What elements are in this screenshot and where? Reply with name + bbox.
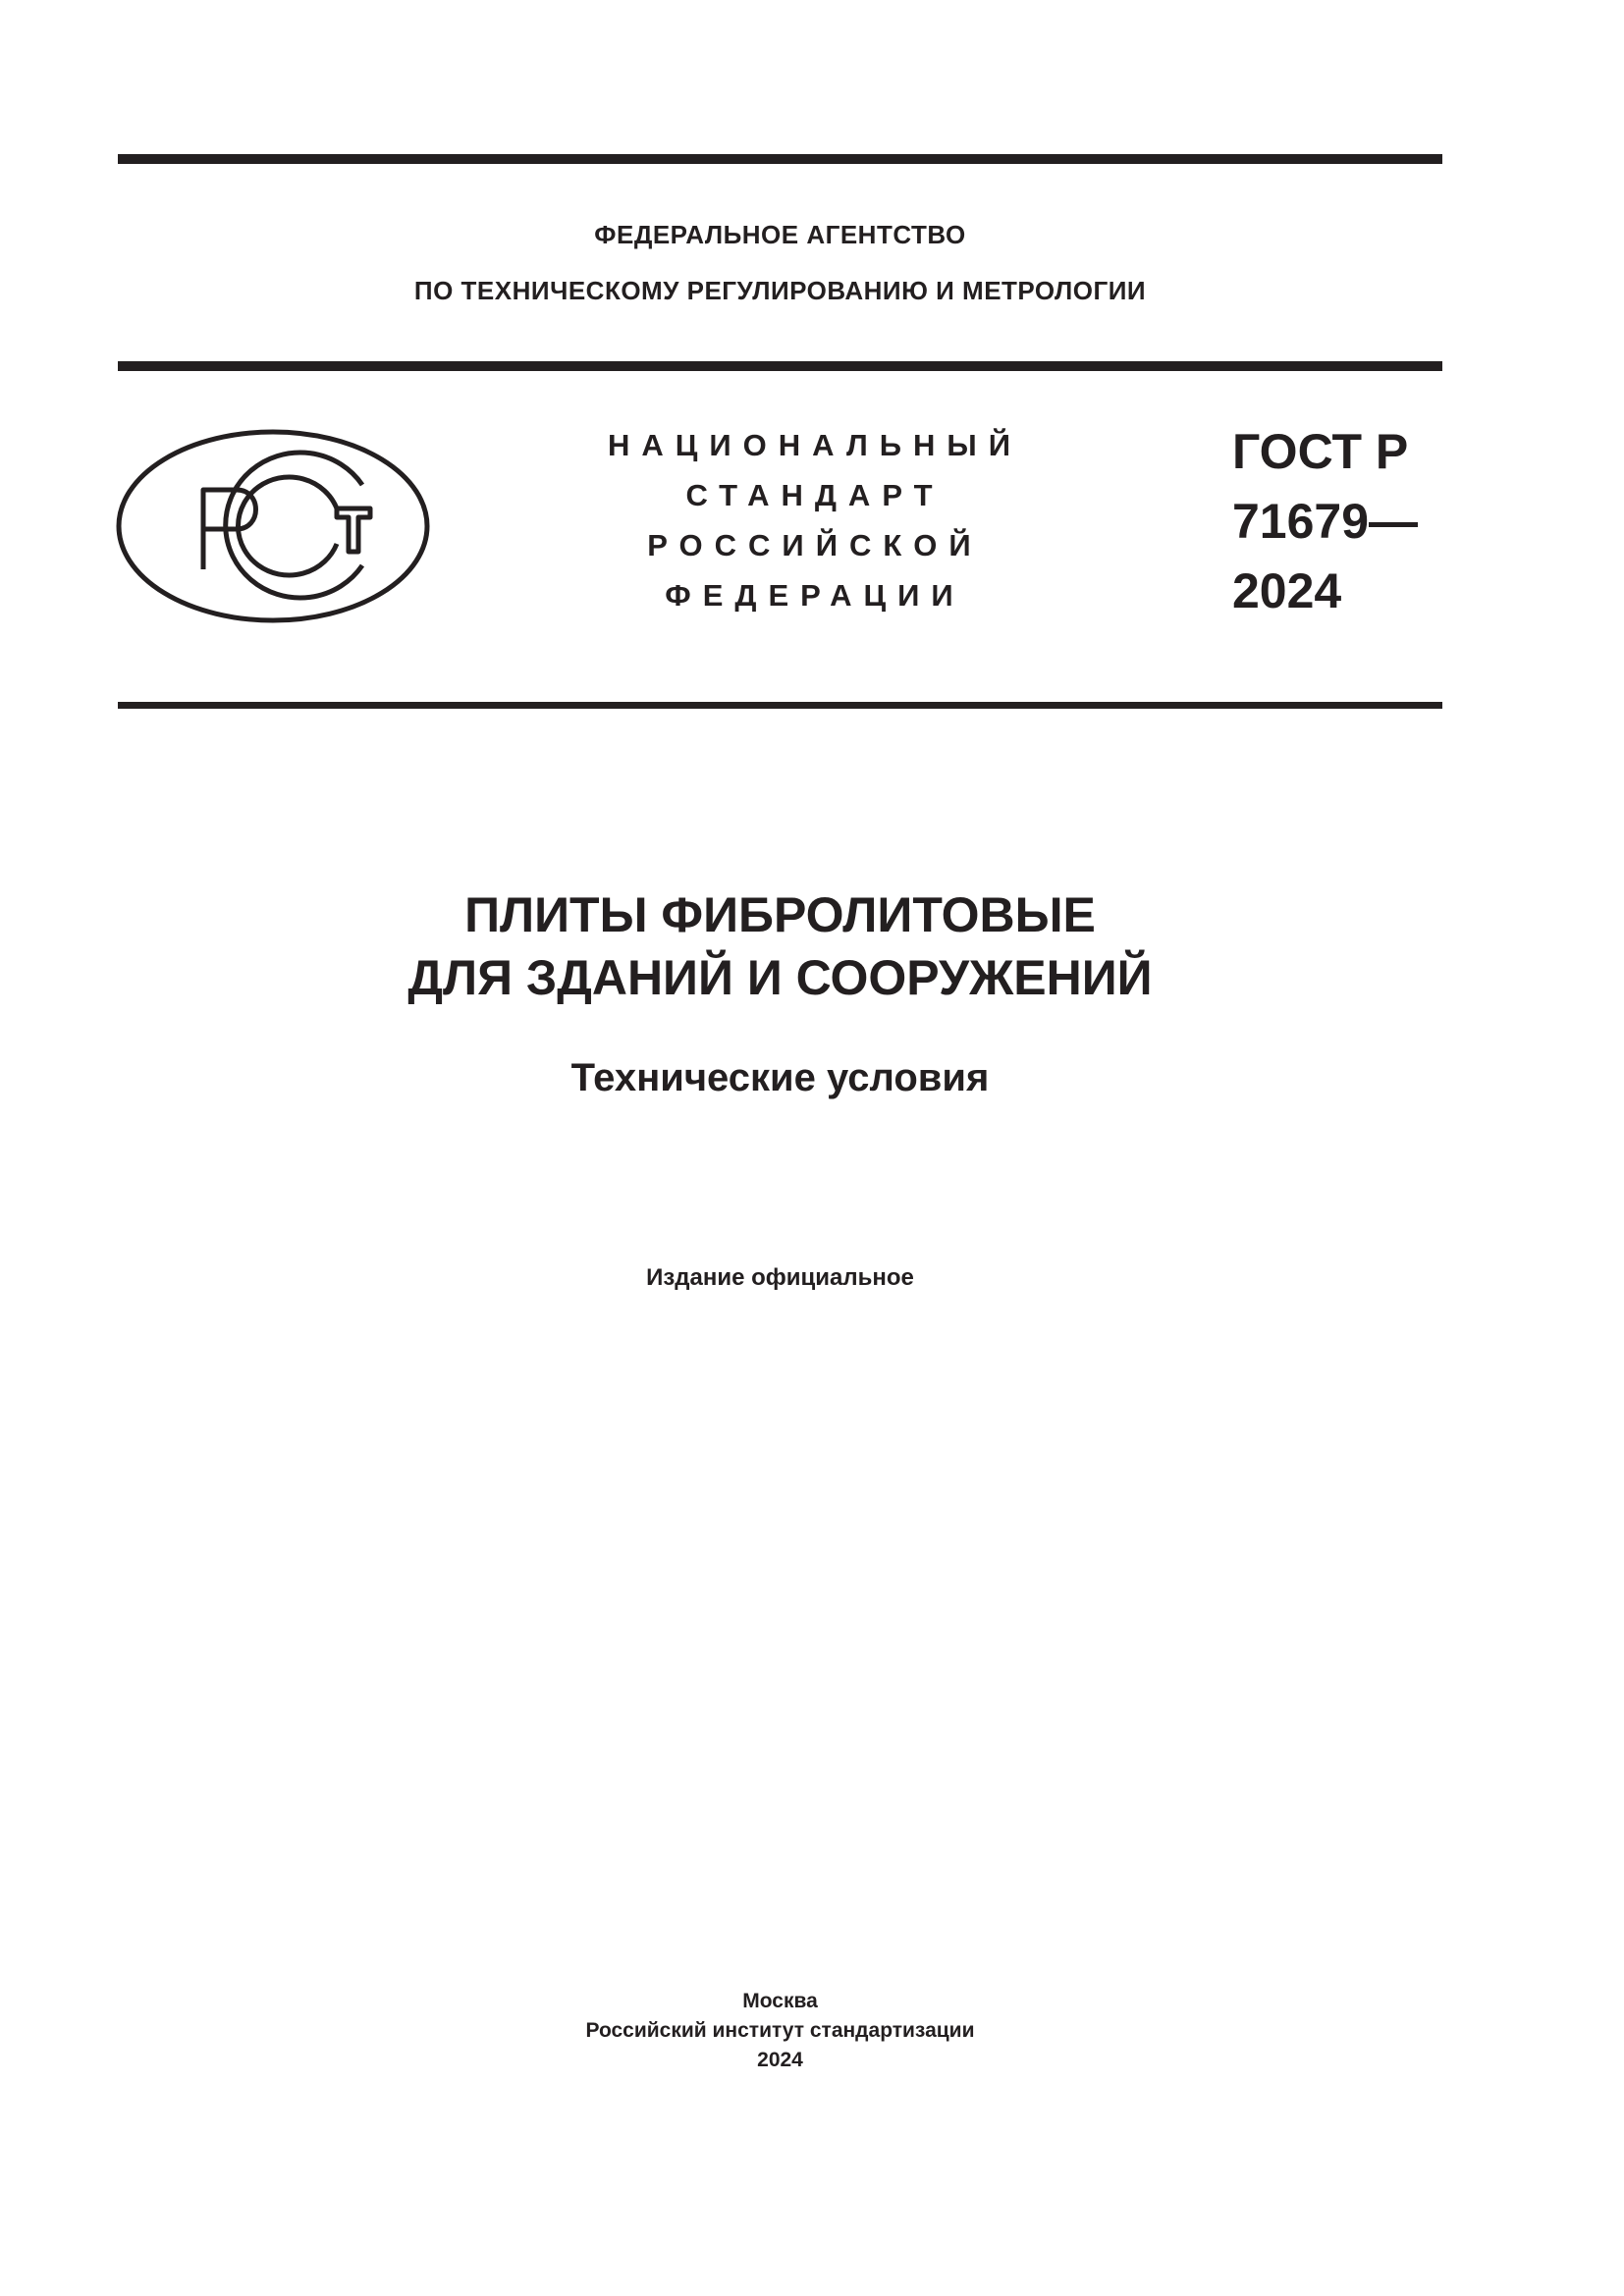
standard-type-block [569, 420, 1060, 620]
agency-name-line2: ПО ТЕХНИЧЕСКОМУ РЕГУЛИРОВАНИЮ И МЕТРОЛОГИИ [413, 276, 1147, 305]
standard-type-line4: ФЕДЕРАЦИИ [665, 578, 965, 613]
rst-conformity-mark-icon [115, 428, 431, 624]
imprint-publisher: Российский институт стандартизации [585, 2019, 975, 2042]
document-subtitle: Технические условия [570, 1056, 990, 1099]
edition-note: Издание официальное [646, 1264, 914, 1291]
top-rule [118, 154, 1442, 164]
imprint [118, 1987, 1442, 2075]
document-title [118, 883, 1442, 1009]
designation-line2: 71679— [1232, 494, 1419, 549]
standard-type-line1: НАЦИОНАЛЬНЫЙ [607, 428, 1023, 462]
standard-designation [1232, 417, 1418, 626]
imprint-city: Москва [742, 1990, 818, 2012]
standard-type-line2: СТАНДАРТ [685, 478, 945, 512]
designation-line3: 2024 [1232, 563, 1342, 618]
standard-type-line3: РОССИЙСКОЙ [647, 528, 983, 562]
header-divider-rule [118, 361, 1442, 371]
designation-line1: ГОСТ Р [1232, 424, 1409, 479]
imprint-year: 2024 [757, 2049, 803, 2071]
agency-name-line1: ФЕДЕРАЛЬНОЕ АГЕНТСТВО [594, 220, 966, 249]
header-bottom-rule [118, 702, 1442, 709]
title-line2: ДЛЯ ЗДАНИЙ И СООРУЖЕНИЙ [407, 950, 1153, 1005]
title-line1: ПЛИТЫ ФИБРОЛИТОВЫЕ [464, 887, 1096, 942]
